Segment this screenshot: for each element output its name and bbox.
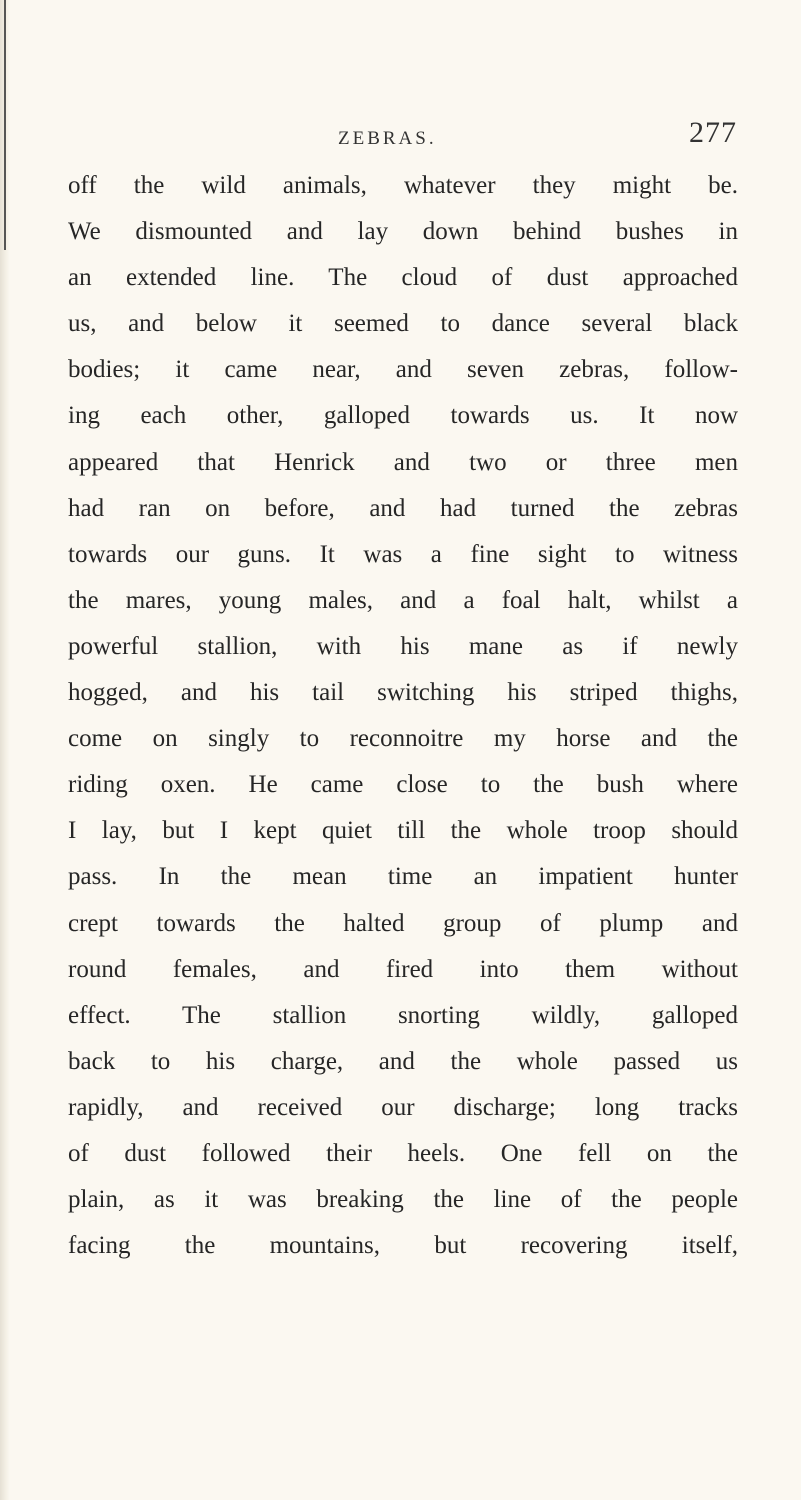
text-line: plain, as it was breaking the line of the people bbox=[68, 1186, 738, 1214]
text-line: crept towards the halted group of plump and bbox=[68, 909, 738, 937]
text-line: back to his charge, and the whole passed us bbox=[68, 1047, 738, 1075]
text-line: ing each other, galloped towards us. It now bbox=[68, 402, 738, 430]
text-line: an extended line. The cloud of dust approached bbox=[68, 264, 738, 292]
text-line: riding oxen. He came close to the bush where bbox=[68, 771, 738, 799]
text-line: rapidly, and received our discharge; long tracks bbox=[68, 1093, 738, 1121]
text-line: We dismounted and lay down behind bushes in bbox=[68, 218, 738, 246]
text-line: appeared that Henrick and two or three men bbox=[68, 448, 738, 476]
text-line: pass. In the mean time an impatient hunter bbox=[68, 863, 738, 891]
text-line: I lay, but I kept quiet till the whole troop should bbox=[68, 817, 738, 845]
text-line: the mares, young males, and a foal halt, whilst a bbox=[68, 586, 738, 614]
text-line: powerful stallion, with his mane as if newly bbox=[68, 632, 738, 660]
body-text bbox=[68, 163, 738, 1269]
running-head bbox=[0, 116, 801, 156]
text-line: effect. The stallion snorting wildly, galloped bbox=[68, 1001, 738, 1029]
text-line: towards our guns. It was a fine sight to witness bbox=[68, 540, 738, 568]
text-line: us, and below it seemed to dance several black bbox=[68, 310, 738, 338]
text-line: round females, and fired into them without bbox=[68, 955, 738, 983]
text-line: of dust followed their heels. One fell on the bbox=[68, 1139, 738, 1167]
text-line: bodies; it came near, and seven zebras, follow- bbox=[68, 356, 738, 384]
text-line: off the wild animals, whatever they might be. bbox=[68, 172, 738, 199]
running-head-title: ZEBRAS. bbox=[338, 128, 437, 149]
text-line: hogged, and his tail switching his striped thighs, bbox=[68, 679, 738, 707]
text-line: come on singly to reconnoitre my horse and the bbox=[68, 725, 738, 753]
text-line: facing the mountains, but recovering itself, bbox=[68, 1232, 738, 1260]
page-number: 277 bbox=[689, 116, 737, 149]
page-binding-edge bbox=[0, 0, 10, 1500]
text-line: had ran on before, and had turned the zebras bbox=[68, 494, 738, 522]
